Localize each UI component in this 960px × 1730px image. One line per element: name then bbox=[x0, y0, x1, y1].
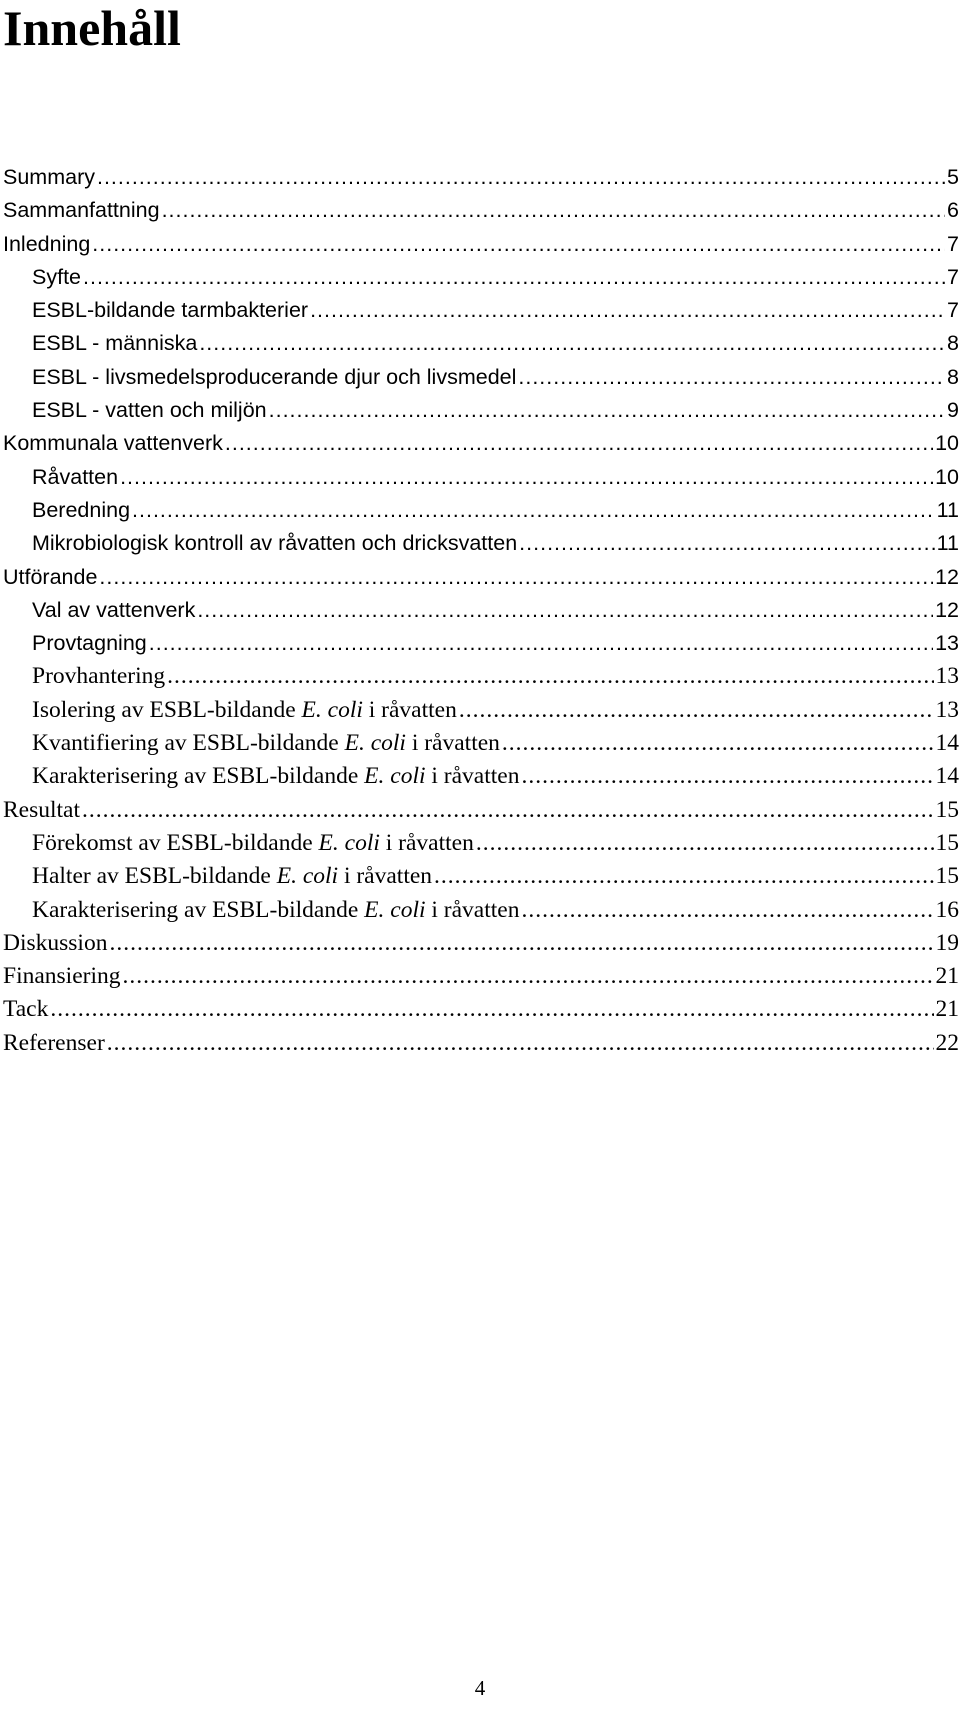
toc-dot-leader bbox=[167, 660, 933, 693]
toc-entry[interactable] bbox=[3, 627, 959, 660]
toc-entry-label: Tack bbox=[3, 996, 49, 1023]
toc-entry[interactable] bbox=[3, 794, 959, 827]
toc-entry-page: 8 bbox=[947, 331, 959, 356]
toc-entry[interactable] bbox=[3, 161, 959, 194]
toc-entry-label bbox=[32, 827, 474, 860]
toc-entry-page: 21 bbox=[935, 996, 959, 1023]
toc-entry-label: Provhantering bbox=[32, 663, 166, 690]
toc-entry[interactable] bbox=[3, 727, 959, 760]
toc-entry-page: 19 bbox=[935, 929, 959, 956]
toc-entry-label bbox=[32, 727, 500, 760]
toc-entry-label: Sammanfattning bbox=[3, 198, 160, 223]
toc-entry-page: 10 bbox=[935, 431, 959, 456]
toc-entry[interactable] bbox=[3, 827, 959, 860]
table-of-contents bbox=[3, 161, 959, 1060]
toc-entry-page: 7 bbox=[947, 264, 959, 289]
toc-dot-leader bbox=[521, 894, 933, 927]
toc-entry[interactable] bbox=[3, 927, 959, 960]
toc-entry[interactable] bbox=[3, 894, 959, 927]
toc-dot-leader bbox=[459, 694, 934, 727]
page-number: 4 bbox=[474, 1676, 486, 1700]
toc-entry[interactable] bbox=[3, 327, 959, 360]
toc-dot-leader bbox=[476, 827, 934, 860]
toc-entry-label-italic: E. coli bbox=[344, 730, 406, 757]
toc-dot-leader bbox=[197, 594, 933, 627]
toc-entry-label: Diskussion bbox=[3, 929, 108, 956]
toc-entry-page: 21 bbox=[935, 963, 959, 990]
toc-entry-label-part: Halter av ESBL-bildande bbox=[32, 863, 277, 890]
toc-entry[interactable] bbox=[3, 294, 959, 327]
toc-entry-page: 6 bbox=[947, 198, 959, 223]
toc-entry-label-italic: E. coli bbox=[364, 896, 426, 923]
toc-entry-label: Referenser bbox=[3, 1029, 105, 1056]
toc-entry-page: 7 bbox=[947, 231, 959, 256]
toc-entry[interactable] bbox=[3, 694, 959, 727]
toc-entry[interactable] bbox=[3, 660, 959, 693]
toc-entry[interactable] bbox=[3, 760, 959, 793]
toc-entry-label-part: i råvatten bbox=[405, 730, 500, 757]
toc-entry-page: 12 bbox=[935, 564, 959, 589]
toc-dot-leader bbox=[162, 194, 945, 227]
toc-entry-page: 11 bbox=[936, 497, 959, 522]
toc-entry-label-part: Isolering av ESBL-bildande bbox=[32, 696, 302, 723]
toc-dot-leader bbox=[310, 294, 945, 327]
toc-entry-label-part: Karakterisering av ESBL-bildande bbox=[32, 896, 365, 923]
toc-entry[interactable] bbox=[3, 361, 959, 394]
toc-entry[interactable] bbox=[3, 1027, 959, 1060]
toc-entry-label-italic: E. coli bbox=[301, 696, 363, 723]
toc-entry-page: 13 bbox=[935, 696, 959, 723]
toc-dot-leader bbox=[502, 727, 934, 760]
toc-entry-page: 22 bbox=[935, 1029, 959, 1056]
toc-entry-label: Kommunala vattenverk bbox=[3, 431, 223, 456]
toc-dot-leader bbox=[97, 161, 945, 194]
toc-entry[interactable] bbox=[3, 561, 959, 594]
toc-entry-page: 9 bbox=[947, 398, 959, 423]
toc-entry-label: Mikrobiologisk kontroll av råvatten och dricksvatten bbox=[32, 531, 518, 556]
toc-entry-page: 12 bbox=[935, 597, 959, 622]
toc-entry[interactable] bbox=[3, 993, 959, 1026]
toc-dot-leader bbox=[50, 993, 933, 1026]
toc-entry-label: Syfte bbox=[32, 264, 81, 289]
toc-entry-label-italic: E. coli bbox=[318, 829, 380, 856]
toc-entry[interactable] bbox=[3, 594, 959, 627]
toc-entry-label: Provtagning bbox=[32, 631, 147, 656]
toc-entry-label bbox=[32, 760, 519, 793]
toc-entry-label: ESBL - livsmedelsproducerande djur och livsmedel bbox=[32, 364, 517, 389]
toc-entry[interactable] bbox=[3, 394, 959, 427]
toc-dot-leader bbox=[82, 794, 933, 827]
toc-entry-page: 11 bbox=[936, 531, 959, 556]
toc-entry[interactable] bbox=[3, 261, 959, 294]
toc-entry-label bbox=[32, 894, 519, 927]
toc-entry-page: 10 bbox=[935, 464, 959, 489]
toc-dot-leader bbox=[83, 261, 945, 294]
toc-dot-leader bbox=[519, 527, 935, 560]
toc-entry-label: Resultat bbox=[3, 796, 81, 823]
toc-dot-leader bbox=[269, 394, 945, 427]
toc-entry-label: Inledning bbox=[3, 231, 91, 256]
toc-dot-leader bbox=[434, 860, 933, 893]
toc-entry-page: 8 bbox=[947, 364, 959, 389]
toc-entry-label-part: i råvatten bbox=[425, 763, 520, 790]
toc-dot-leader bbox=[132, 494, 935, 527]
toc-dot-leader bbox=[109, 927, 933, 960]
toc-entry-page: 7 bbox=[947, 298, 959, 323]
toc-entry[interactable] bbox=[3, 960, 959, 993]
toc-entry-label: Beredning bbox=[32, 497, 131, 522]
toc-entry[interactable] bbox=[3, 527, 959, 560]
toc-entry-page: 15 bbox=[935, 796, 959, 823]
toc-entry-label-part: i råvatten bbox=[362, 696, 457, 723]
toc-entry-label-part: i råvatten bbox=[425, 896, 520, 923]
toc-entry-page: 15 bbox=[935, 829, 959, 856]
toc-entry-label-italic: E. coli bbox=[364, 763, 426, 790]
toc-entry[interactable] bbox=[3, 194, 959, 227]
toc-dot-leader bbox=[518, 361, 945, 394]
toc-entry[interactable] bbox=[3, 228, 959, 261]
toc-entry-label: ESBL-bildande tarmbakterier bbox=[32, 298, 309, 323]
toc-entry-label-part: i råvatten bbox=[338, 863, 433, 890]
toc-entry[interactable] bbox=[3, 860, 959, 893]
toc-entry-label: Råvatten bbox=[32, 464, 119, 489]
toc-entry-label: Summary bbox=[3, 165, 95, 189]
toc-entry-label bbox=[32, 860, 432, 893]
toc-entry-page: 14 bbox=[935, 763, 959, 790]
toc-entry-page: 5 bbox=[947, 165, 959, 189]
toc-entry[interactable] bbox=[3, 494, 959, 527]
toc-dot-leader bbox=[225, 427, 933, 460]
toc-dot-leader bbox=[92, 228, 945, 261]
toc-entry-label-part: Karakterisering av ESBL-bildande bbox=[32, 763, 365, 790]
toc-entry-label: ESBL - människa bbox=[32, 331, 198, 356]
toc-entry-label: Val av vattenverk bbox=[32, 597, 196, 622]
toc-entry-label: Finansiering bbox=[3, 963, 121, 990]
toc-entry-label bbox=[32, 694, 457, 727]
toc-entry-label-part: Förekomst av ESBL-bildande bbox=[32, 829, 319, 856]
toc-entry-page: 14 bbox=[935, 730, 959, 757]
toc-dot-leader bbox=[199, 327, 945, 360]
toc-dot-leader bbox=[123, 960, 934, 993]
toc-dot-leader bbox=[149, 627, 933, 660]
page-title: Innehåll bbox=[3, 0, 181, 56]
toc-entry-label-part: Kvantifiering av ESBL-bildande bbox=[32, 730, 345, 757]
toc-entry-label-italic: E. coli bbox=[276, 863, 339, 890]
toc-entry-label: Utförande bbox=[3, 564, 98, 589]
toc-dot-leader bbox=[521, 760, 933, 793]
toc-entry-label: ESBL - vatten och miljön bbox=[32, 398, 267, 423]
toc-entry-page: 13 bbox=[935, 663, 959, 690]
toc-entry[interactable] bbox=[3, 427, 959, 460]
toc-entry-label-part: i råvatten bbox=[379, 829, 474, 856]
toc-dot-leader bbox=[107, 1027, 934, 1060]
toc-dot-leader bbox=[120, 461, 933, 494]
toc-entry-page: 13 bbox=[935, 631, 959, 656]
toc-entry-page: 15 bbox=[935, 863, 959, 890]
toc-entry-page: 16 bbox=[935, 896, 959, 923]
toc-entry[interactable] bbox=[3, 461, 959, 494]
toc-dot-leader bbox=[99, 561, 933, 594]
